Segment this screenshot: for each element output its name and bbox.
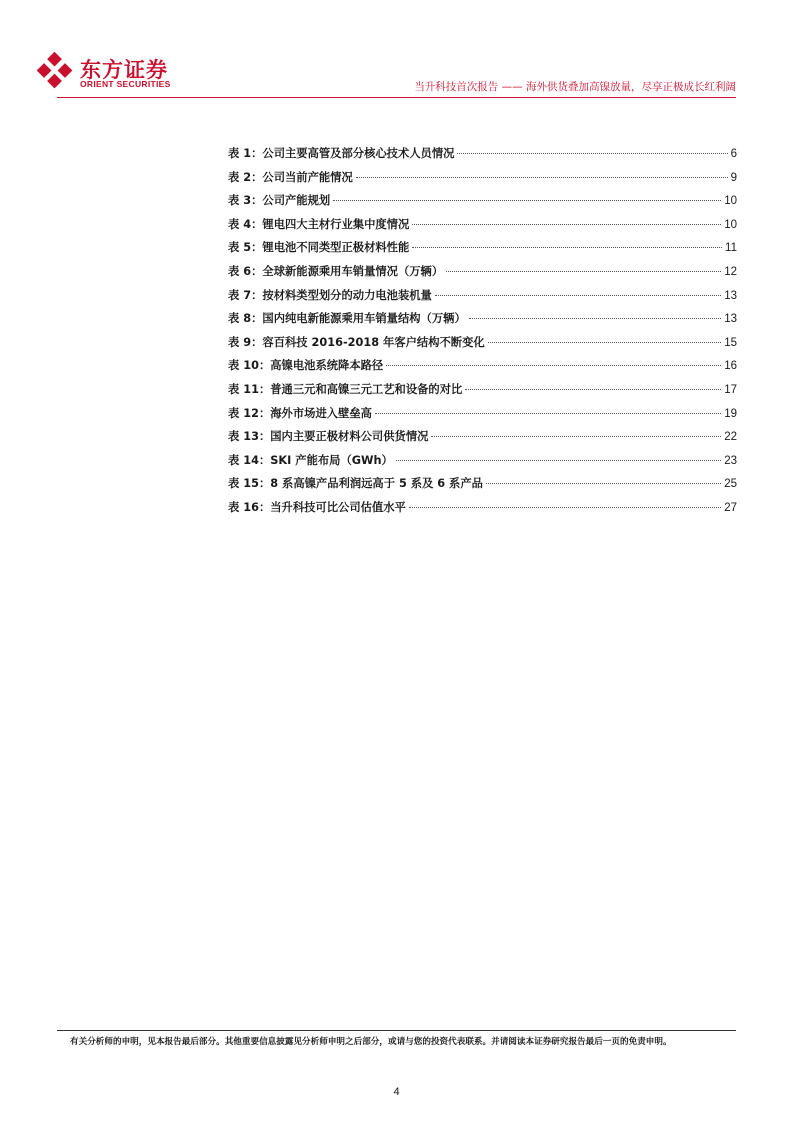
toc-entry-label: 表 15： [228, 477, 271, 491]
toc-entry-page: 9 [730, 171, 737, 184]
toc-entry-page: 11 [725, 242, 737, 255]
toc-entry-title: 当升科技可比公司估值水平 [270, 500, 406, 514]
toc-dot-leader [333, 199, 721, 201]
toc-dot-leader [488, 341, 722, 343]
toc-entry-label: 表 16： [228, 500, 271, 514]
page-number: 4 [393, 1086, 400, 1098]
toc-dot-leader [386, 364, 721, 366]
toc-dot-leader [465, 388, 721, 390]
toc-entry-label: 表 6： [228, 264, 263, 278]
toc-entry-page: 16 [724, 360, 737, 373]
toc-entry-title: 8 系高镍产品利润远高于 5 系及 6 系产品 [270, 477, 483, 491]
toc-entry-page: 25 [724, 478, 737, 491]
toc-entry-page: 13 [724, 313, 737, 326]
toc-entry[interactable] [228, 357, 737, 381]
toc-entry-label: 表 1： [228, 147, 263, 160]
toc-dot-leader [457, 152, 727, 154]
toc-entry[interactable] [228, 381, 737, 405]
toc-entry[interactable] [228, 145, 737, 169]
toc-entry-title: 普通三元和高镍三元工艺和设备的对比 [270, 382, 463, 396]
toc-entry-title: 锂电池不同类型正极材料性能 [262, 241, 410, 255]
orient-securities-logo-icon [36, 52, 74, 90]
toc-dot-leader [375, 412, 721, 414]
toc-entry-label: 表 8： [228, 312, 263, 326]
brand-name-cn: 东方证券 [80, 58, 168, 82]
toc-entry-label: 表 13： [228, 430, 271, 444]
toc-entry[interactable] [228, 310, 737, 334]
toc-dot-leader [356, 176, 728, 178]
toc-entry-title: 公司主要高管及部分核心技术人员情况 [262, 147, 455, 160]
toc-entry[interactable] [228, 475, 737, 499]
toc-entry[interactable] [228, 169, 737, 193]
footer-disclaimer: 有关分析师的申明，见本报告最后部分。其他重要信息披露见分析师申明之后部分，或请与您的投资代表联系。并请阅读本证券研究报告最后一页的免责申明。 [70, 1037, 672, 1047]
toc-entry-page: 17 [724, 383, 737, 396]
toc-dot-leader [486, 482, 721, 484]
toc-dot-leader [412, 223, 721, 225]
brand-logo [36, 52, 196, 94]
toc-dot-leader [412, 246, 722, 248]
toc-entry[interactable] [228, 263, 737, 287]
footer-divider [57, 1030, 736, 1031]
toc-dot-leader [469, 317, 721, 319]
toc-dot-leader [435, 294, 721, 296]
toc-entry-title: 锂电四大主材行业集中度情况 [262, 217, 410, 231]
toc-entry-title: 公司当前产能情况 [262, 170, 353, 184]
toc-entry-page: 19 [724, 407, 737, 420]
toc-entry-page: 10 [724, 218, 737, 231]
toc-entry[interactable] [228, 192, 737, 216]
toc-entry-page: 6 [730, 148, 737, 160]
toc-entry-page: 23 [724, 454, 737, 467]
toc-entry[interactable] [228, 334, 737, 358]
toc-entry[interactable] [228, 405, 737, 429]
toc-entry[interactable] [228, 216, 737, 240]
toc-entry-title: 高镍电池系统降本路径 [270, 359, 384, 373]
toc-entry-label: 表 2： [228, 170, 263, 184]
toc-entry-page: 12 [724, 265, 737, 278]
header-divider [57, 97, 736, 98]
toc-entry-label: 表 5： [228, 241, 263, 255]
toc-entry[interactable] [228, 287, 737, 311]
toc-entry-page: 27 [724, 501, 737, 514]
toc-entry-title: 全球新能源乘用车销量情况（万辆） [262, 264, 444, 278]
toc-entry-title: 国内主要正极材料公司供货情况 [270, 430, 429, 444]
toc-entry[interactable] [228, 239, 737, 263]
toc-entry-title: 按材料类型划分的动力电池装机量 [262, 288, 432, 302]
toc-entry-title: 国内纯电新能源乘用车销量结构（万辆） [262, 312, 466, 326]
toc-entry-label: 表 4： [228, 217, 263, 231]
toc-entry-page: 15 [724, 336, 737, 349]
toc-entry[interactable] [228, 452, 737, 476]
toc-dot-leader [396, 459, 721, 461]
toc-entry-label: 表 3： [228, 194, 263, 208]
toc-entry-label: 表 9： [228, 335, 263, 349]
toc-entry-title: 海外市场进入壁垒高 [270, 406, 372, 420]
toc-entry-page: 13 [724, 289, 737, 302]
toc-entry-page: 22 [724, 431, 737, 444]
toc-dot-leader [409, 506, 721, 508]
toc-entry-label: 表 14： [228, 453, 271, 467]
toc-entry-label: 表 10： [228, 359, 271, 373]
toc-entry[interactable] [228, 499, 737, 523]
toc-entry[interactable] [228, 428, 737, 452]
toc-entry-title: 容百科技 2016-2018 年客户结构不断变化 [262, 335, 485, 349]
report-title: 当升科技首次报告 —— 海外供货叠加高镍放量，尽享正极成长红利阔 [414, 81, 736, 93]
toc-entry-title: 公司产能规划 [262, 194, 331, 208]
toc-entry-label: 表 7： [228, 288, 263, 302]
toc-entry-title: SKI 产能布局（GWh） [270, 453, 393, 467]
toc-dot-leader [446, 270, 721, 272]
toc-entry-label: 表 12： [228, 406, 271, 420]
toc-entry-page: 10 [724, 195, 737, 208]
table-of-contents [228, 145, 737, 523]
toc-entry-label: 表 11： [228, 382, 271, 396]
brand-name-en: ORIENT SECURITIES [80, 79, 171, 89]
toc-dot-leader [431, 435, 721, 437]
